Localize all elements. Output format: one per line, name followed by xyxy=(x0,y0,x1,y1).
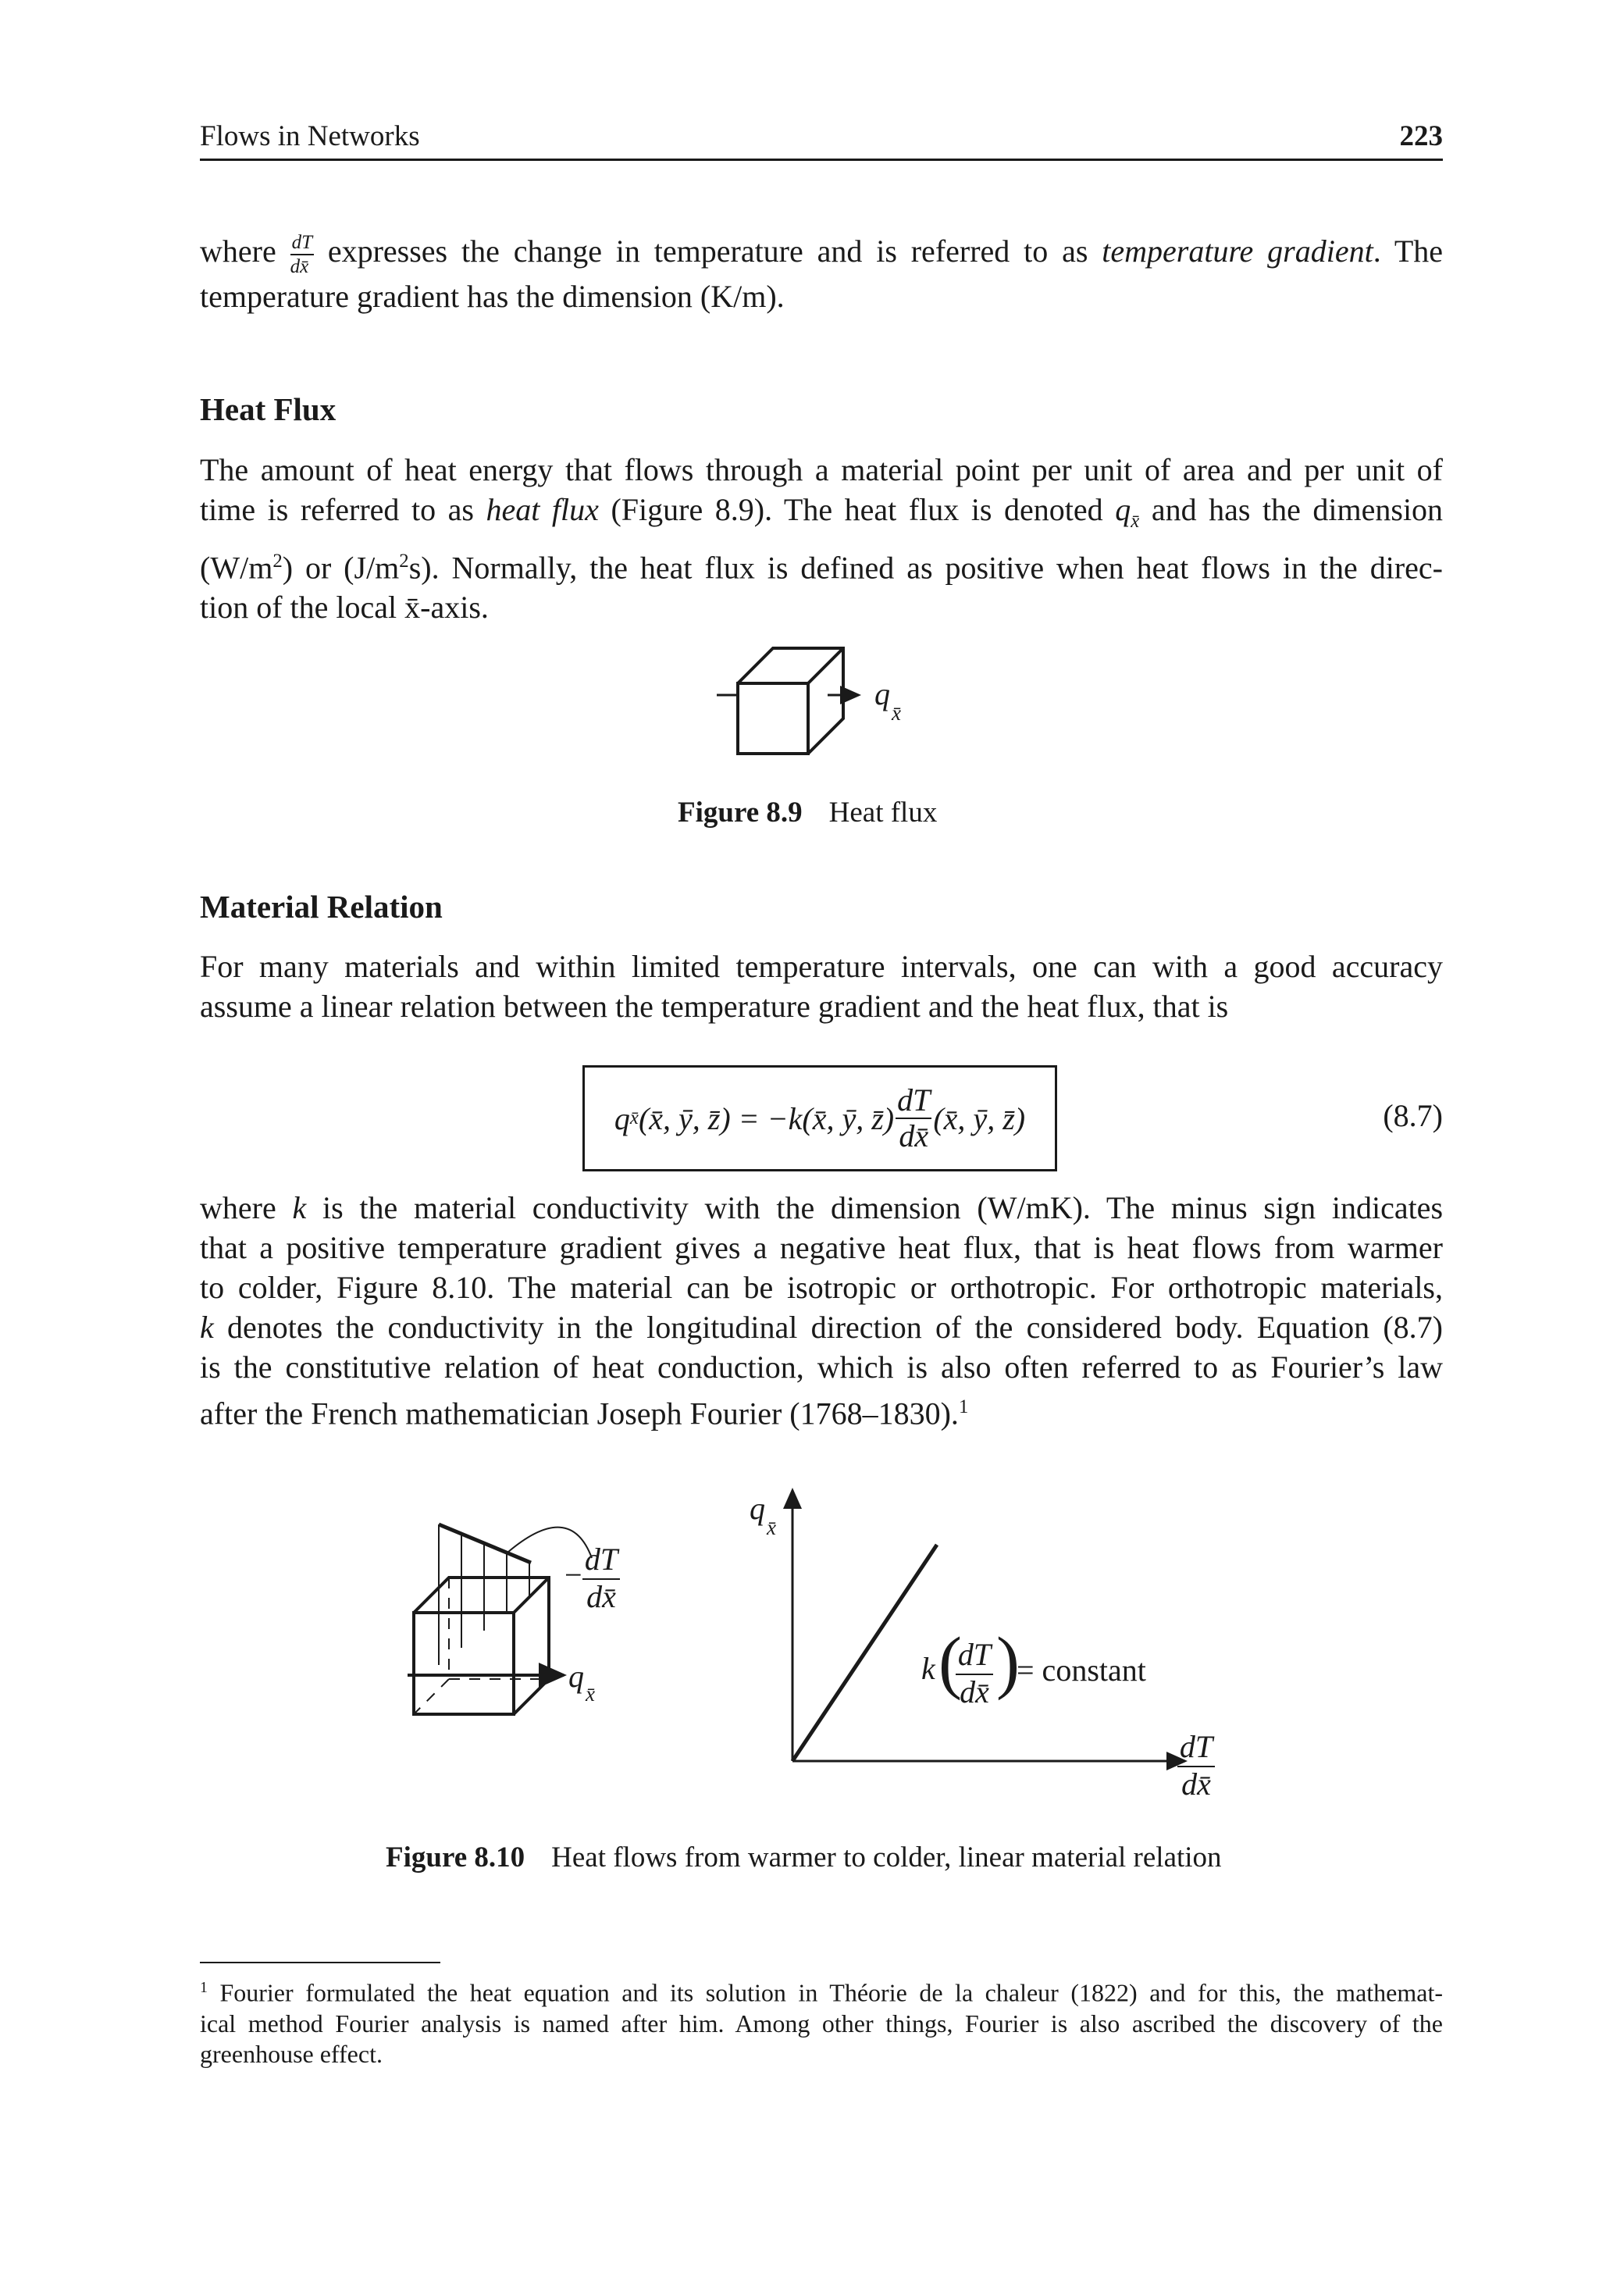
cube-front-face xyxy=(738,683,808,754)
figure-8-9-title: Heat flux xyxy=(828,797,938,829)
footnote-mark: 1 xyxy=(200,1979,208,1996)
running-header-title: Flows in Networks xyxy=(200,120,420,152)
gradient-leader-arc xyxy=(507,1528,592,1558)
equation-number: (8.7) xyxy=(1383,1098,1443,1133)
svg-text:q: q xyxy=(568,1659,584,1694)
figure-8-10-caption xyxy=(386,1841,1222,1874)
equation-gradient-fraction: $\frac{dT}{dx̄}$ xyxy=(897,1082,931,1153)
gradient-minus-sign: − xyxy=(564,1557,582,1592)
close-paren: ) xyxy=(996,1624,1020,1701)
inline-gradient-fraction: $\frac{dT}{dx̄}$ xyxy=(290,231,312,277)
open-paren: ( xyxy=(938,1624,962,1701)
linear-relation-line xyxy=(792,1545,937,1761)
intro-paragraph xyxy=(200,231,1443,316)
figure-8-9-caption xyxy=(678,796,937,829)
figure-8-10-diagram xyxy=(390,1484,1265,1835)
intro-word-where: where xyxy=(200,234,276,269)
svg-text:x̄: x̄ xyxy=(767,1516,776,1539)
footnote: $^1$ Fourier formulated the heat equation and its solution in Théorie de la chaleur (1822) and for this, the mathemat- ical method Fourier analysis is named after him. Among other things, Fourier is also ascribed the discovery of the greenhouse effect. xyxy=(200,1978,1443,2068)
intro-line-1: where $\frac{dT}{dx̄}$ expresses the change in temperature and is referred to as temperature gradient. The xyxy=(200,231,1444,277)
svg-text:dx̄: dx̄ xyxy=(960,1674,989,1710)
equation-8-7-box: q x̄ (x̄, ȳ, z̄) = −k(x̄, ȳ, z̄) $\frac{dT}{dx̄}$ (x̄, ȳ, z̄) xyxy=(582,1065,1057,1171)
svg-text:dT: dT xyxy=(584,1542,618,1577)
figure-8-9-heat-flux-cube xyxy=(703,633,953,773)
term-temperature-gradient: temperature gradient xyxy=(1102,234,1373,269)
intro-line-2: temperature gradient has the dimension (K/m). xyxy=(200,278,785,314)
header-rule xyxy=(200,159,1443,161)
footnote-reference: 1 xyxy=(958,1396,969,1417)
svg-text:dx̄: dx̄ xyxy=(586,1579,616,1614)
cube-top-edge xyxy=(808,648,843,683)
figure-8-9-number: Figure 8.9 xyxy=(678,797,803,829)
figure-8-10-number: Figure 8.10 xyxy=(386,1841,525,1874)
svg-text:dT: dT xyxy=(957,1637,992,1672)
x-axis-label-den: dx̄ xyxy=(1181,1767,1211,1802)
page-number: 223 xyxy=(1399,120,1443,152)
footnote-rule xyxy=(200,1962,440,1963)
term-heat-flux: heat flux xyxy=(486,492,599,527)
heat-flux-paragraph: The amount of heat energy that flows through a material point per unit of area and per unit of time is referred to as heat flux (Figure 8.9). The heat flux is denoted $q_{x̄}$ and has the dimension $(W/m^2)$ or $(J/m^2s)$. Normally, the heat flux is defined as positive when heat flows in the direc- tion of the local x̄-axis. xyxy=(200,452,1444,626)
x-axis-label-num: dT xyxy=(1179,1729,1213,1764)
y-axis-label: q xyxy=(750,1491,765,1526)
figure-8-10-title: Heat flows from warmer to colder, linear material relation xyxy=(551,1841,1222,1874)
conductivity-k: k xyxy=(921,1651,935,1686)
section-heading-material-relation: Material Relation xyxy=(200,889,443,925)
warm-to-cold-cube xyxy=(408,1524,620,1714)
cube-top-edge xyxy=(514,1578,549,1613)
linear-relation-graph xyxy=(750,1490,1215,1802)
svg-text:x̄: x̄ xyxy=(586,1682,595,1706)
conductivity-paragraph: where k is the material conductivity with the dimension (W/mK). The minus sign indicates that a positive temperature gradient gives a negative heat flux, that is heat flows from warmer to colder, Figure 8.10. The material can be isotropic or orthotropic. For orthotropic materials, k denotes the conductivity in the longitudinal direction of the considered body. Equation (8.7) is the constitutive relation of heat conduction, which is also often referred to as Fourier’s law after the French mathematician Joseph Fourier (1768–1830).$^1$ xyxy=(200,1190,1444,1431)
flux-label-q: q xyxy=(874,676,890,711)
material-paragraph: For many materials and within limited temperature intervals, one can with a good accuracy assume a linear relation between the temperature gradient and the heat flux, that is xyxy=(200,949,1443,1024)
flux-label-subscript: x̄ xyxy=(892,701,901,725)
section-heading-heat-flux: Heat Flux xyxy=(200,391,337,427)
equals-constant: = constant xyxy=(1017,1652,1146,1688)
